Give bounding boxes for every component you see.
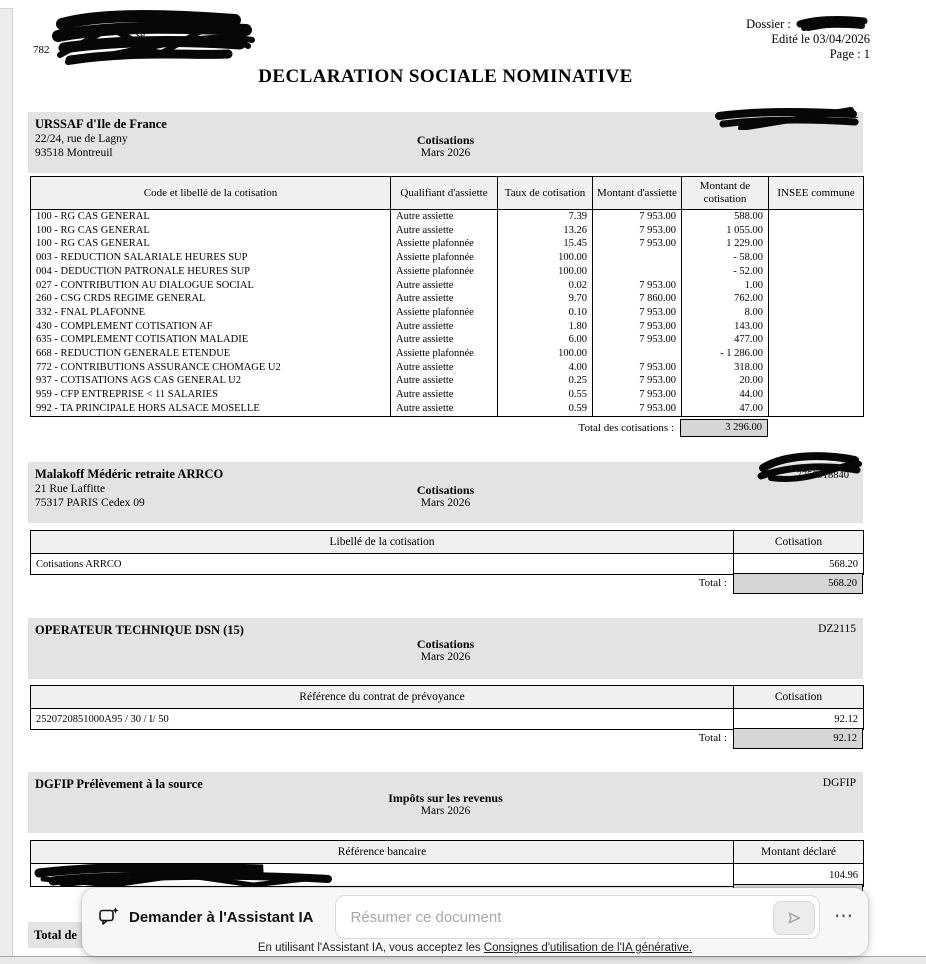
table-row [31,402,864,416]
cell-qualifiant: Autre assiette [391,210,498,224]
cell-qualifiant: Autre assiette [391,320,498,334]
ai-input-wrap [335,895,820,939]
period-value: Mars 2026 [420,147,471,159]
cell-qualifiant: Autre assiette [391,333,498,347]
send-button[interactable] [773,901,815,935]
cell-insee [769,388,864,402]
cell-assiette: 7 953.00 [593,402,682,416]
organisme-address: 93518 Montreuil [35,147,113,159]
cell-assiette [593,265,682,279]
cell-taux: 100.00 [498,347,593,361]
redaction-scribble [755,450,863,482]
table-row [31,265,864,279]
period-block [28,792,863,818]
table-row [31,709,864,730]
cell-taux: 100.00 [498,265,593,279]
organisme-address: 21 Rue Laffitte [35,483,106,495]
cell-code: 959 - CFP ENTREPRISE < 11 SALARIES [31,388,391,402]
table-row [31,279,864,293]
cell-assiette [593,251,682,265]
cell-taux: 0.10 [498,306,593,320]
organisme-name: Malakoff Médéric retraite ARRCO [35,467,224,481]
cell-qualifiant: Autre assiette [391,361,498,375]
page-number: Page : 1 [829,47,870,61]
redacted-text-fragment: 015 [843,116,859,127]
table-row [31,320,864,334]
operateur-total-row [30,728,863,749]
impots-table-dgfip [30,840,864,887]
cell-qualifiant: Assiette plafonnée [391,251,498,265]
cell-cotisation: 8.00 [682,306,769,320]
cell-code: 992 - TA PRINCIPALE HORS ALSACE MOSELLE [31,402,391,416]
period-title: Cotisations [416,483,475,497]
cell-value: 568.20 [734,554,864,575]
table-row [31,374,864,388]
cell-code: 668 - REDUCTION GENERALE ETENDUE [31,347,391,361]
cell-code: 332 - FNAL PLAFONNE [31,306,391,320]
redacted-text-fragment: 7756918840 [796,470,849,481]
table-row [31,292,864,306]
cell-assiette: 7 953.00 [593,279,682,293]
period-value: Mars 2026 [420,497,471,509]
column-header: Cotisation [734,531,864,554]
cell-insee [769,292,864,306]
cell-qualifiant: Autre assiette [391,292,498,306]
viewer-bottom-strip [0,956,926,964]
cell-assiette: 7 953.00 [593,237,682,251]
cell-taux: 4.00 [498,361,593,375]
section-band-operateur [28,618,863,679]
cell-cotisation: 143.00 [682,320,769,334]
cell-code: 004 - DEDUCTION PATRONALE HEURES SUP [31,265,391,279]
cell-assiette: 7 953.00 [593,361,682,375]
period-title: Impôts sur les revenus [388,791,503,805]
cell-taux: 7.39 [498,210,593,224]
cell-taux: 15.45 [498,237,593,251]
organisme-code: DZ2115 [818,623,856,635]
cell-insee [769,333,864,347]
cell-value: 92.12 [734,709,864,730]
cell-value: 104.96 [734,864,864,887]
table-row [31,333,864,347]
ai-disclaimer-text: En utilisant l'Assistant IA, vous acceptez les [257,942,484,954]
cell-insee [769,210,864,224]
cell-code: 003 - REDUCTION SALARIALE HEURES SUP [31,251,391,265]
cell-taux: 9.70 [498,292,593,306]
cell-code: 100 - RG CAS GENERAL [31,210,391,224]
organisme-address: 22/24, rue de Lagny [35,133,128,145]
period-block [28,134,863,160]
cell-libelle: 2520720851000A95 / 30 / I/ 50 [31,709,734,730]
cell-assiette: 7 953.00 [593,306,682,320]
cell-insee [769,320,864,334]
cell-qualifiant: Autre assiette [391,374,498,388]
section-band-dgfip [28,772,863,833]
period-block [28,484,863,510]
cell-insee [769,251,864,265]
redaction-scribble [796,16,870,32]
cell-taux: 0.55 [498,388,593,402]
section-band-malakoff [28,462,863,523]
cell-libelle: Cotisations ARRCO [31,554,734,575]
cell-taux: 0.59 [498,402,593,416]
cell-insee [769,224,864,238]
grand-total-band: Total de [28,922,408,948]
cell-code: 937 - COTISATIONS AGS CAS GENERAL U2 [31,374,391,388]
cell-cotisation: 1 055.00 [682,224,769,238]
cell-cotisation: 44.00 [682,388,769,402]
cell-assiette: 7 953.00 [593,210,682,224]
table-row [31,388,864,402]
table-row [31,210,864,224]
column-header: Montant déclaré [734,841,864,864]
ai-disclaimer [82,942,868,954]
more-options-button[interactable]: ⋯ [834,906,854,927]
cell-insee [769,279,864,293]
dossier-label: Dossier : [746,17,791,31]
table-header-row [31,177,864,210]
table-header-row [31,686,864,709]
ai-prompt-input[interactable] [335,895,820,939]
cell-code: 635 - COMPLEMENT COTISATION MALADIE [31,333,391,347]
period-value: Mars 2026 [420,651,471,663]
cell-assiette: 7 953.00 [593,320,682,334]
cotisations-table-urssaf [30,176,864,417]
header-meta [746,16,870,62]
column-header: INSEE commune [769,177,864,210]
cell-qualifiant: Autre assiette [391,224,498,238]
organisme-name: URSSAF d'Ile de France [35,117,167,131]
cell-assiette [593,347,682,361]
organisme-name: DGFIP Prélèvement à la source [35,777,203,791]
cell-cotisation: 1 229.00 [682,237,769,251]
cell-taux: 6.00 [498,333,593,347]
cell-cotisation: 588.00 [682,210,769,224]
cell-insee [769,237,864,251]
cell-cotisation: 318.00 [682,361,769,375]
column-header: Montant de cotisation [682,177,769,210]
total-value: 3 296.00 [680,419,768,437]
cell-code: 260 - CSG CRDS REGIME GENERAL [31,292,391,306]
cell-assiette: 7 953.00 [593,224,682,238]
column-header: Référence du contrat de prévoyance [31,686,734,709]
chat-sparkle-icon [98,906,120,928]
organisme-name: OPERATEUR TECHNIQUE DSN (15) [35,623,244,637]
organisme-code: DGFIP [822,777,856,789]
cell-insee [769,265,864,279]
cell-cotisation: 1.00 [682,279,769,293]
cell-assiette: 7 953.00 [593,388,682,402]
period-block [28,638,863,664]
table-row [31,554,864,575]
cell-cotisation: - 52.00 [682,265,769,279]
period-title: Cotisations [416,133,475,147]
ai-assistant-bar [82,888,868,956]
cell-qualifiant: Assiette plafonnée [391,237,498,251]
ai-guidelines-link[interactable]: Consignes d'utilisation de l'IA générative. [483,942,693,954]
cell-qualifiant: Autre assiette [391,279,498,293]
cotisations-table-operateur [30,685,864,730]
cell-cotisation: - 58.00 [682,251,769,265]
section-band-urssaf [28,112,863,173]
cell-insee [769,347,864,361]
total-value: 568.20 [733,573,863,594]
table-row [31,224,864,238]
table-header-row [31,841,864,864]
cell-assiette: 7 953.00 [593,333,682,347]
cell-taux: 0.02 [498,279,593,293]
cell-taux: 1.80 [498,320,593,334]
document-title: DECLARATION SOCIALE NOMINATIVE [258,66,633,87]
cell-qualifiant: Assiette plafonnée [391,306,498,320]
total-value: 92.12 [733,728,863,749]
ai-assistant-row [82,888,868,941]
redaction-scribble [50,10,255,68]
redaction-scribble [713,106,863,130]
cell-cotisation: 47.00 [682,402,769,416]
cell-insee [769,306,864,320]
dossier-line [746,16,870,32]
table-row [31,347,864,361]
total-label: Total des cotisations : [578,422,674,434]
cell-code: 100 - RG CAS GENERAL [31,237,391,251]
column-header: Taux de cotisation [498,177,593,210]
period-value: Mars 2026 [420,805,471,817]
period-title: Cotisations [416,637,475,651]
cell-taux: 0.25 [498,374,593,388]
cell-code: 100 - RG CAS GENERAL [31,224,391,238]
cell-code: 430 - COMPLEMENT COTISATION AF [31,320,391,334]
table-row [31,251,864,265]
table-row [31,237,864,251]
send-icon [786,910,802,926]
cell-qualifiant: Autre assiette [391,402,498,416]
total-label: Total : [698,577,727,589]
redacted-text-fragment: se [136,29,146,41]
edited-date: Edité le 03/04/2026 [771,32,870,46]
cell-assiette: 7 860.00 [593,292,682,306]
viewer-left-gutter [0,8,13,956]
table-header-row [31,531,864,554]
cell-cotisation: 20.00 [682,374,769,388]
column-header: Code et libellé de la cotisation [31,177,391,210]
column-header: Qualifiant d'assiette [391,177,498,210]
cell-cotisation: 762.00 [682,292,769,306]
column-header: Cotisation [734,686,864,709]
cell-qualifiant: Autre assiette [391,388,498,402]
cell-cotisation: 477.00 [682,333,769,347]
cell-qualifiant: Assiette plafonnée [391,265,498,279]
column-header: Libellé de la cotisation [31,531,734,554]
cell-insee [769,374,864,388]
total-label: Total : [698,732,727,744]
redacted-text-fragment: 782 [33,44,50,56]
urssaf-total-row [30,419,863,437]
cell-code: 772 - CONTRIBUTIONS ASSURANCE CHOMAGE U2 [31,361,391,375]
cell-assiette: 7 953.00 [593,374,682,388]
organisme-address: 75317 PARIS Cedex 09 [35,497,145,509]
cell-insee [769,402,864,416]
cell-taux: 13.26 [498,224,593,238]
column-header: Référence bancaire [31,841,734,864]
ai-assistant-label: Demander à l'Assistant IA [129,908,314,926]
cell-taux: 100.00 [498,251,593,265]
cotisations-table-malakoff [30,530,864,575]
cell-insee [769,361,864,375]
cell-cotisation: - 1 286.00 [682,347,769,361]
malakoff-total-row [30,573,863,594]
table-row [31,361,864,375]
column-header: Montant d'assiette [593,177,682,210]
cell-qualifiant: Assiette plafonnée [391,347,498,361]
table-row [31,306,864,320]
cell-code: 027 - CONTRIBUTION AU DIALOGUE SOCIAL [31,279,391,293]
